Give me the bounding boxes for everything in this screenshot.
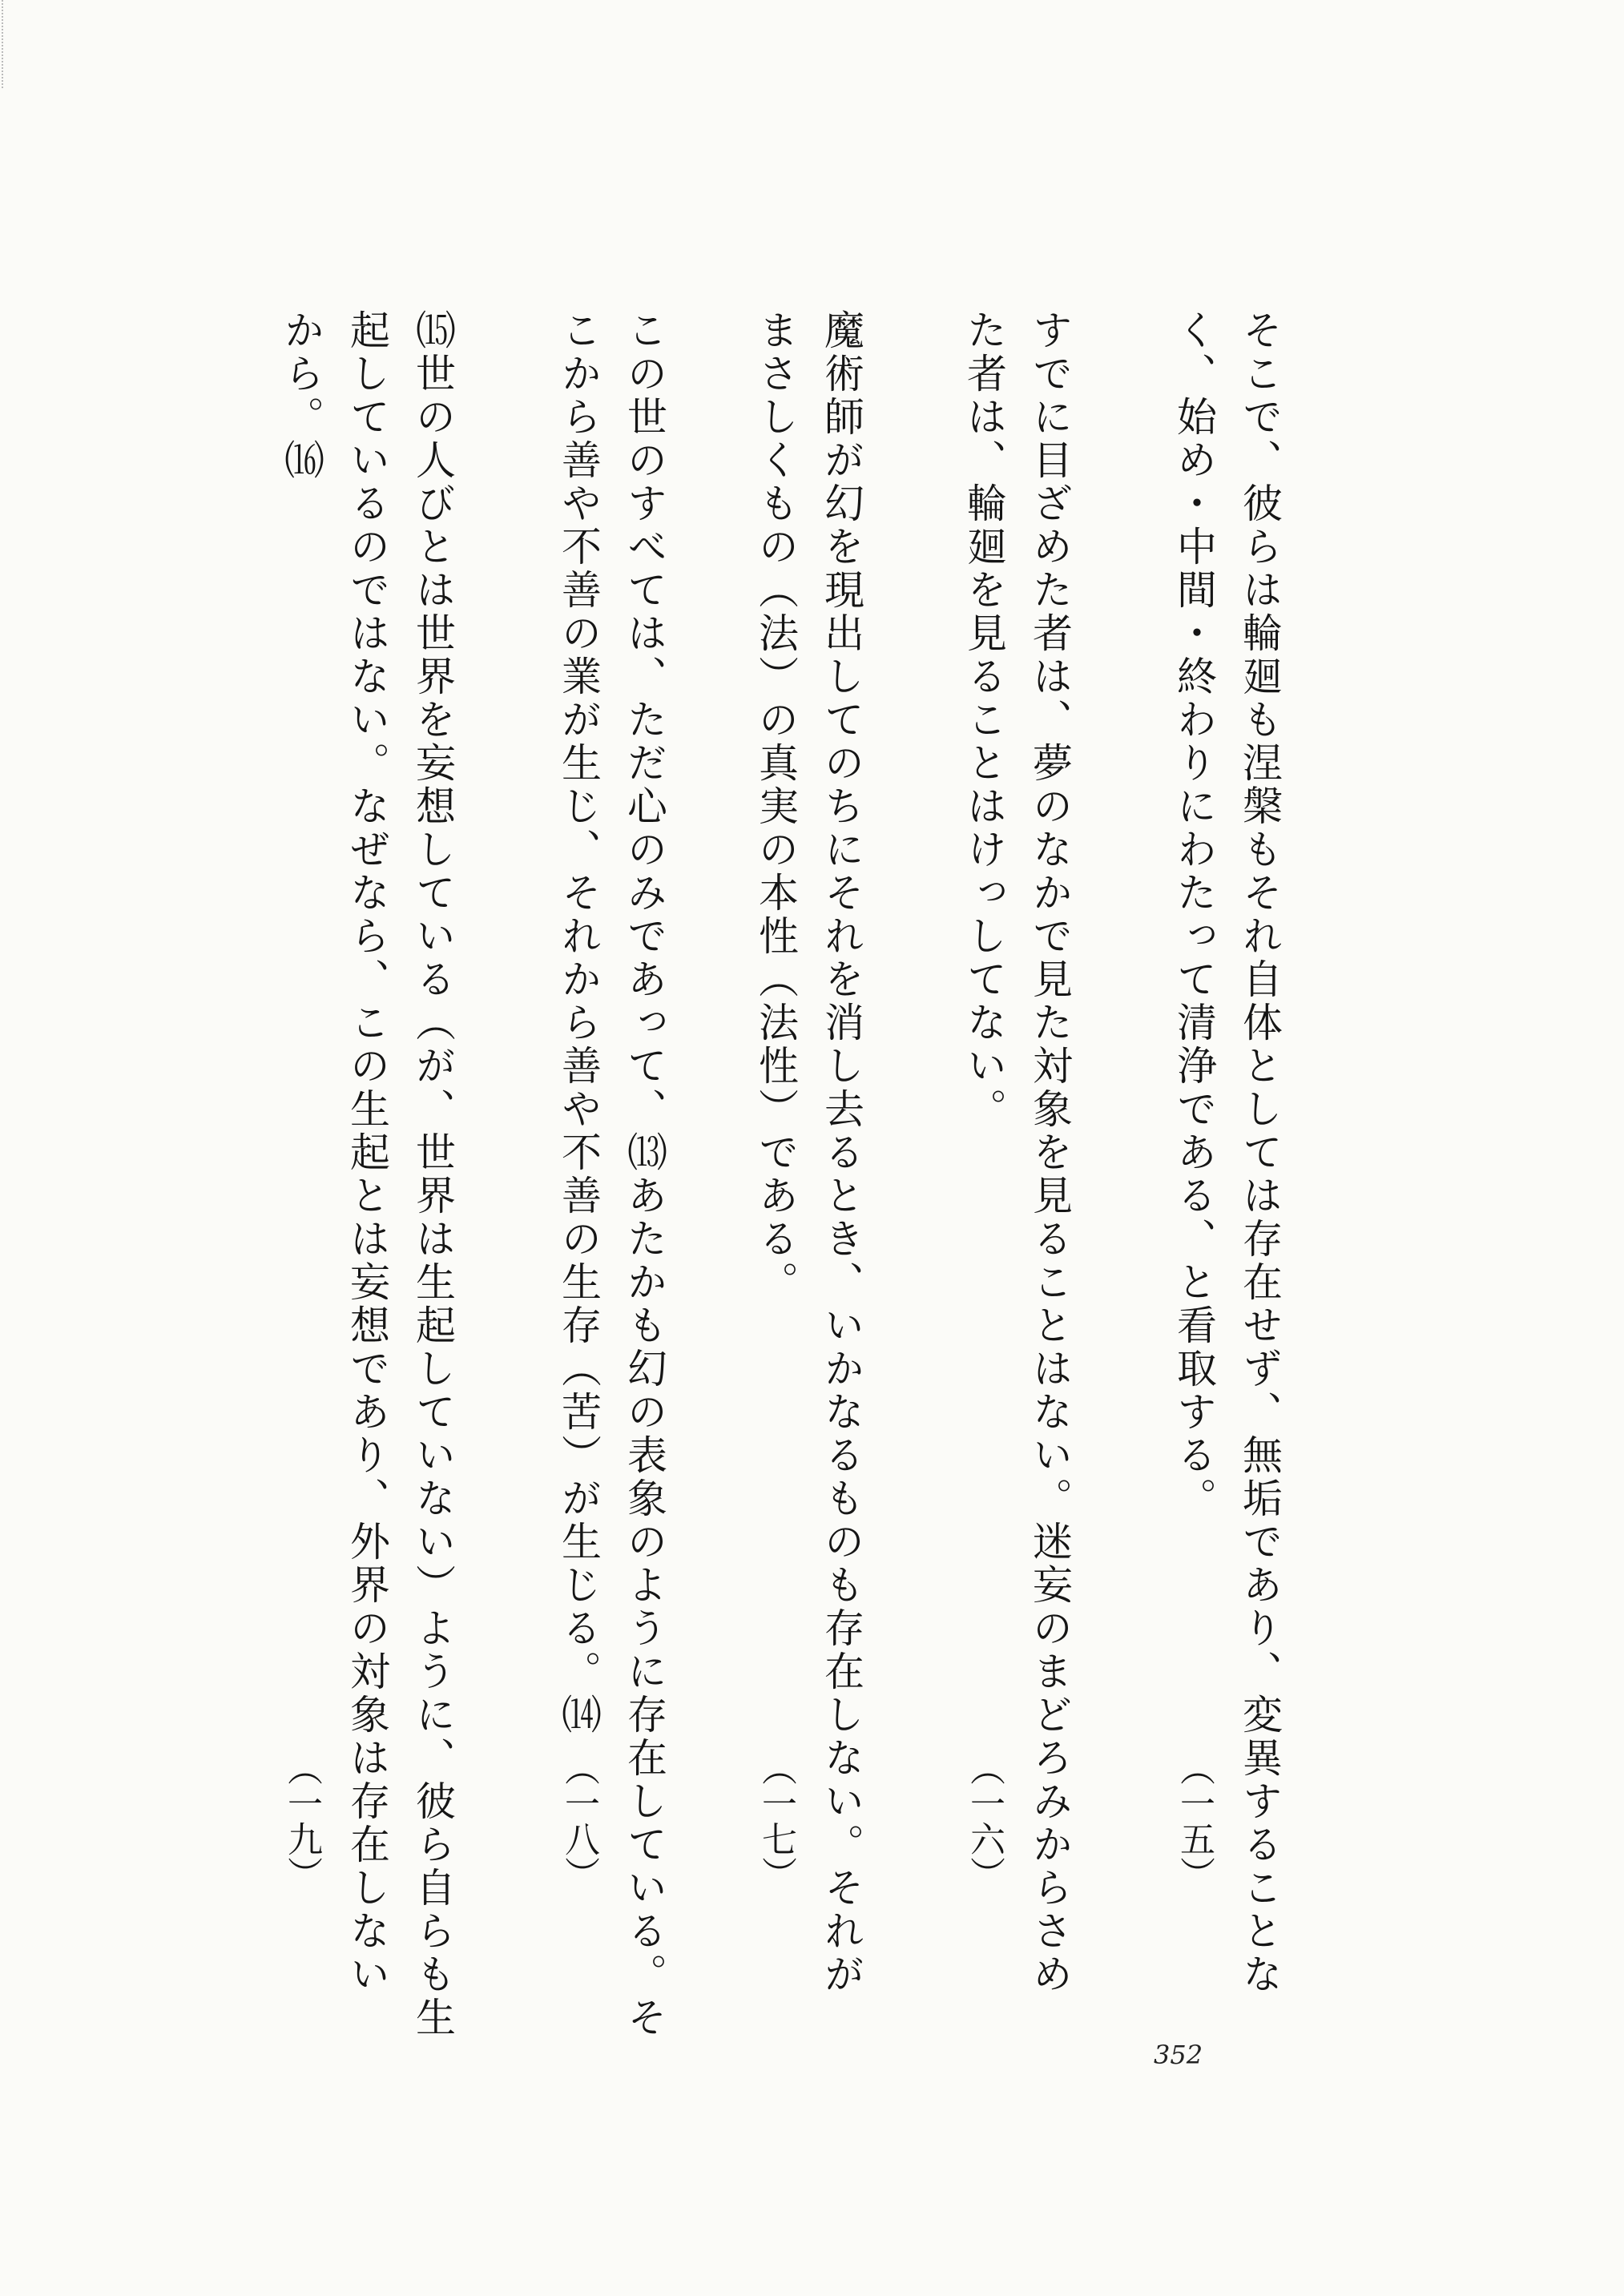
verse-18-line-2: こから善や不善の業が生じ、それから善や不善の生存（苦）が生じる。⒁	[555, 309, 602, 1737]
verse-19-number: （一九）	[281, 1750, 322, 1891]
verse-19-line-3: から。⒃	[278, 309, 324, 482]
verse-17-line-2: まさしくもの（法）の真実の本性（法性）である。	[752, 309, 799, 1304]
verse-19-line-2: 起しているのではない。なぜなら、この生起とは妄想であり、外界の対象は存在しない	[344, 309, 390, 1996]
verse-16-line-1: すでに目ざめた者は、夢のなかで見た対象を見ることはない。迷妄のまどろみからさめ	[1026, 309, 1073, 1996]
verse-17-line-1: 魔術師が幻を現出してのちにそれを消し去るとき、いかなるものも存在しない。それが	[818, 309, 864, 1996]
verse-16-line-2: た者は、輪廻を見ることはけっしてない。	[961, 309, 1007, 1131]
verse-18-number: （一八）	[558, 1750, 599, 1891]
scan-edge-mark	[2, 0, 11, 88]
verse-17-number: （一七）	[756, 1750, 796, 1891]
verse-15-line-1: そこで、彼らは輪廻も涅槃もそれ自体としては存在せず、無垢であり、変異することな	[1236, 309, 1283, 1996]
page-number: 352	[1154, 2040, 1203, 2070]
verse-16-number: （一六）	[964, 1750, 1005, 1891]
verse-19-line-1: ⒂世の人びとは世界を妄想している（が、世界は生起していない）ように、彼ら自らも生	[409, 309, 456, 2040]
verse-15-line-2: く、始め・中間・終わりにわたって清浄である、と看取する。	[1171, 309, 1217, 1521]
verse-15-number: （一五）	[1174, 1750, 1215, 1891]
verse-18-line-1: この世のすべては、ただ心のみであって、⒀あたかも幻の表象のように存在している。そ	[621, 309, 667, 2040]
